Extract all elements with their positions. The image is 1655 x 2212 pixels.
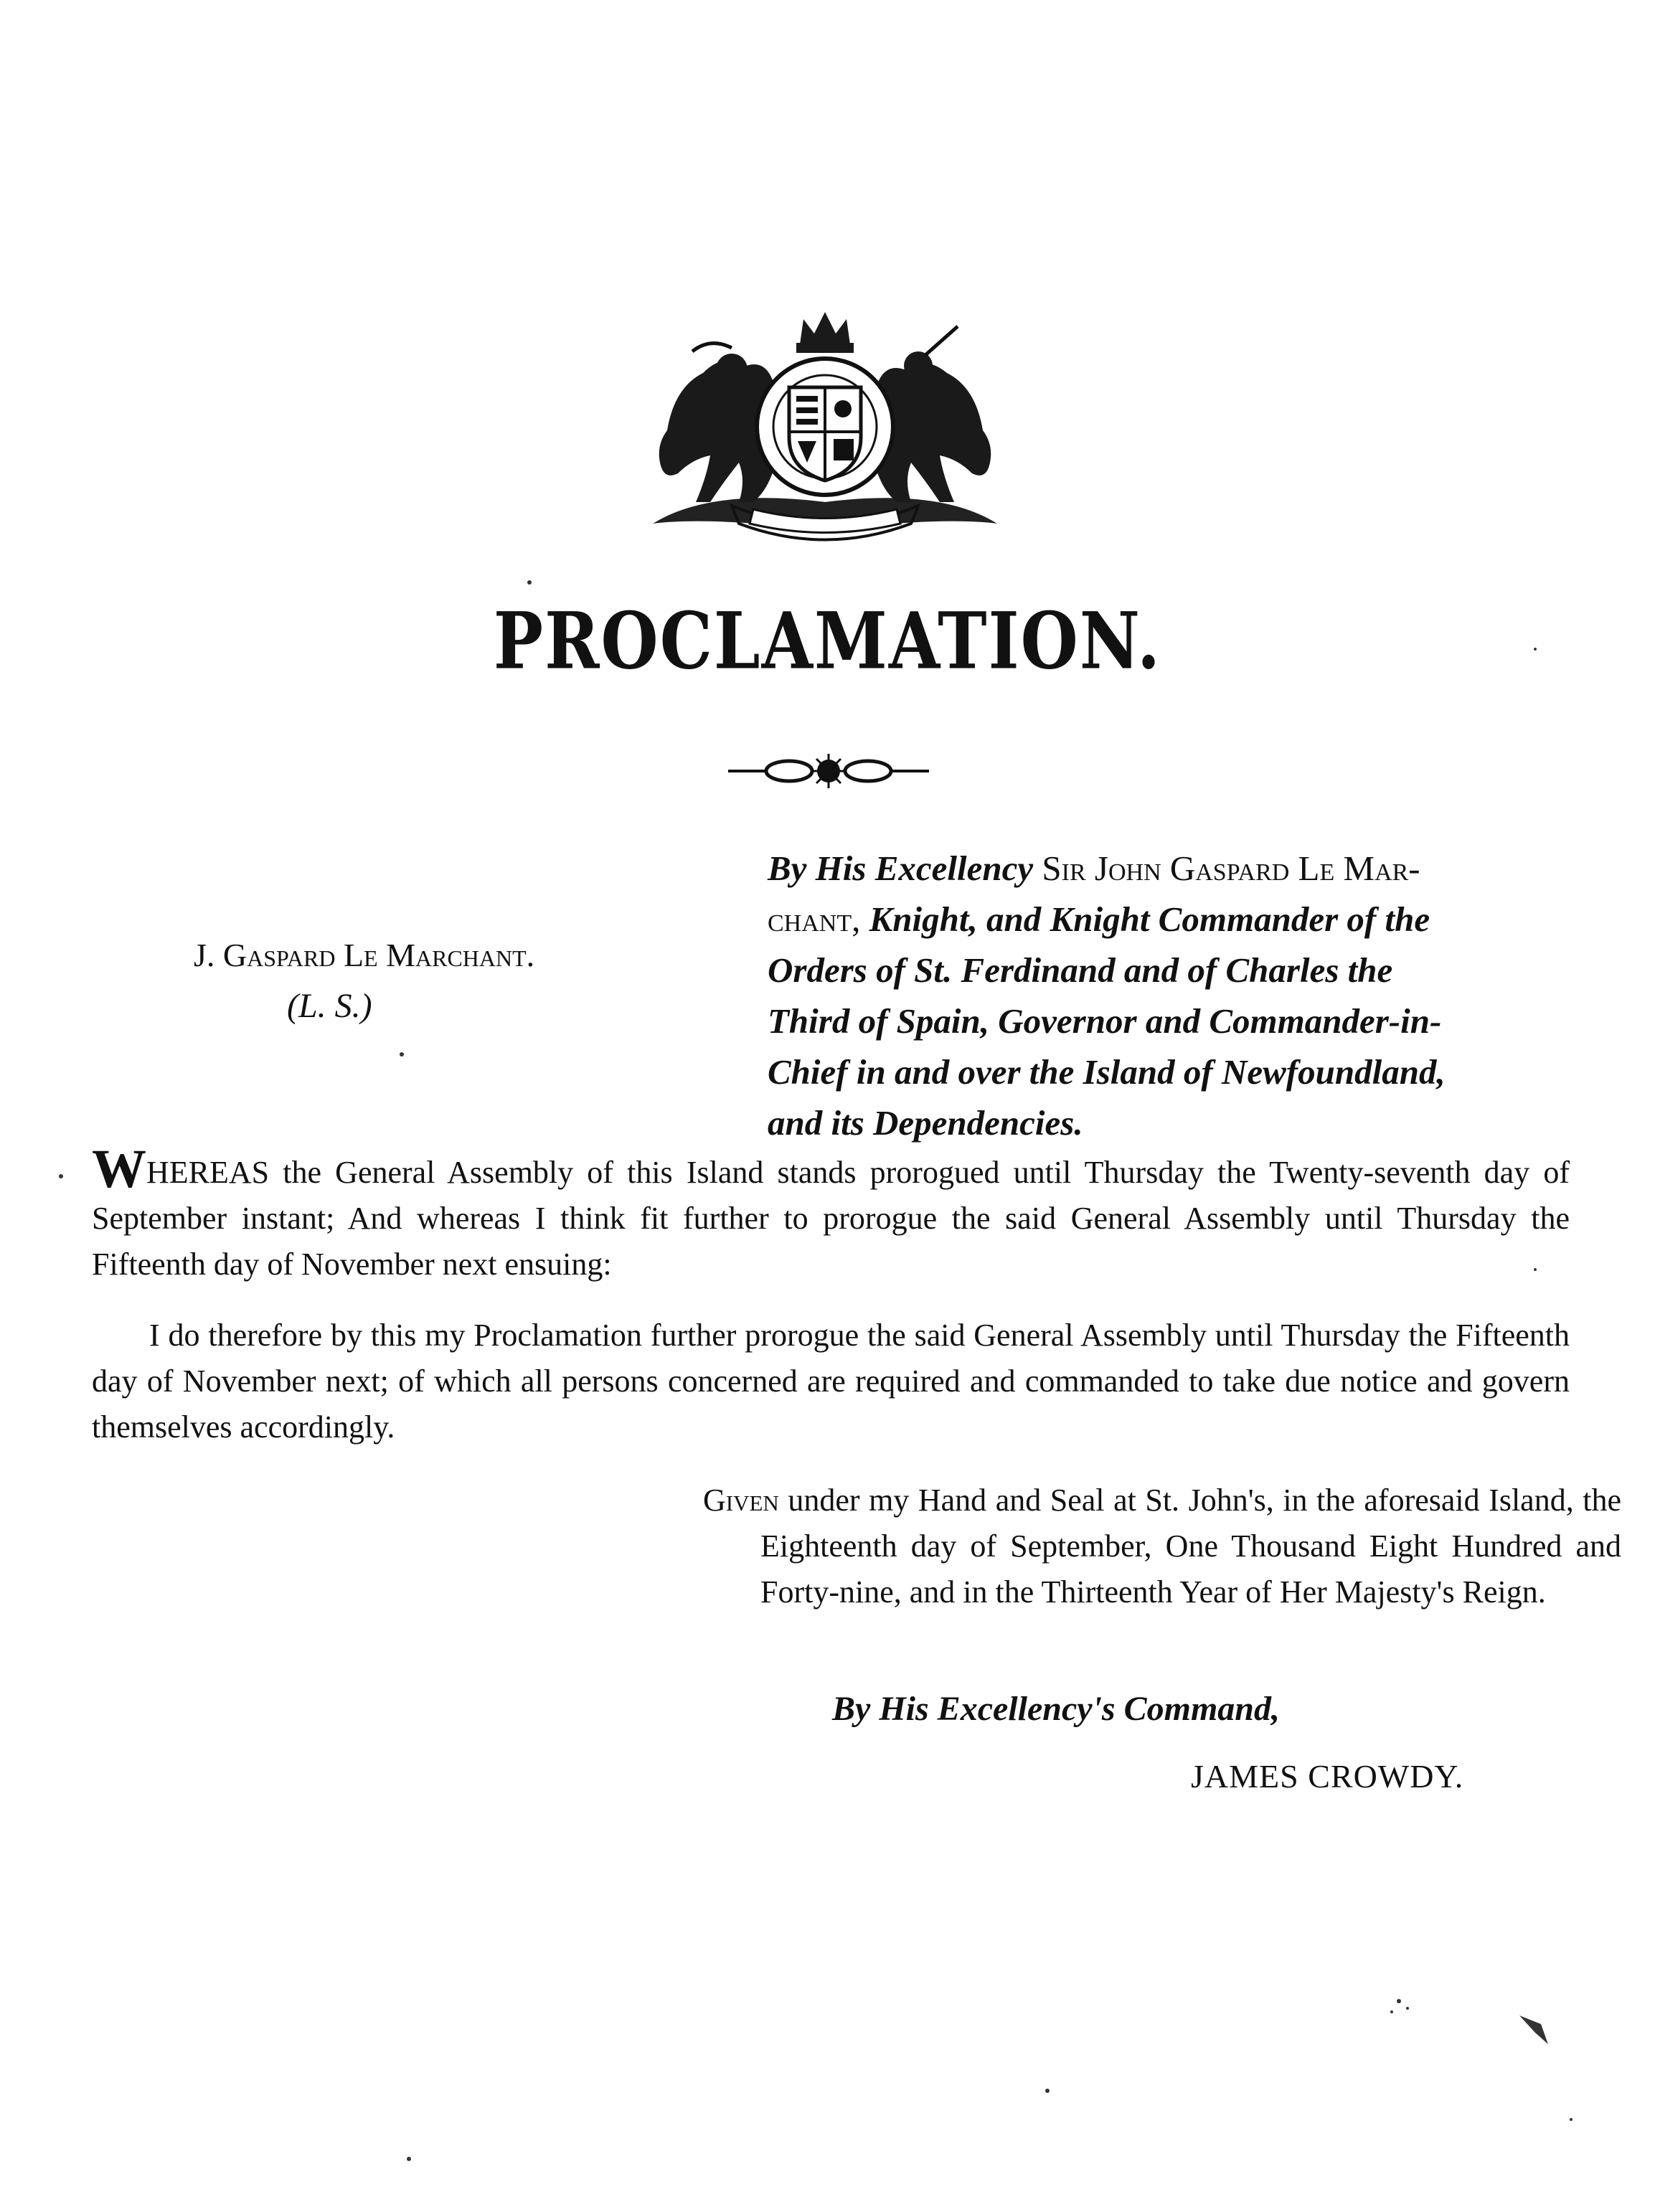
governor-style-block (768, 843, 1571, 1148)
command-line: By His Excellency's Command, (832, 1690, 1280, 1728)
given-text: under my Hand and Seal at St. John's, in the aforesaid Island, the Eighteenth day of September, One Thousand Eight Hundred and Forty-nine, and in the Thirteenth Year of Her Majesty's Reign. (760, 1483, 1621, 1610)
style-line-6: and its Dependencies. (768, 1103, 1083, 1143)
style-line-1 (768, 843, 1571, 894)
royal-coat-of-arms (624, 308, 1026, 545)
prorogue-text: I do therefore by this my Proclamation further prorogue the said General Assembly until Thursday the Fifteenth day of November next; of which all persons concerned are required and commanded to take due notice and govern themselves accordingly. (92, 1318, 1570, 1445)
secretary-signature: JAMES CROWDY. (1191, 1758, 1464, 1795)
seal-mark: (L. S.) (287, 987, 372, 1025)
style-line-4: Third of Spain, Governor and Commander-in- (768, 1001, 1442, 1041)
page-title: PROCLAMATION. (493, 595, 1162, 687)
style-line-1-smallcaps: Sir John Gaspard Le Mar- (1042, 849, 1420, 888)
ornament-divider (725, 750, 933, 793)
whereas-paragraph (92, 1139, 1570, 1287)
style-line-2-italic: Knight, and Knight Commander of the (869, 899, 1430, 939)
given-clause (703, 1478, 1621, 1615)
prorogue-paragraph (92, 1313, 1570, 1450)
style-line-1-italic: By His Excellency (768, 849, 1034, 888)
style-line-5: Chief in and over the Island of Newfoundland, (768, 1052, 1446, 1092)
whereas-text: HEREAS the General Assembly of this Island stands prorogued until Thursday the Twenty-seventh day of September instant; And whereas I think fit further to prorogue the said General Assembly until Thursday the Fifteenth day of November next ensuing: (92, 1155, 1570, 1282)
style-line-2-smallcaps: chant, (768, 899, 861, 939)
signer-name: J. Gaspard Le Marchant. (194, 937, 535, 973)
drop-cap: W (92, 1139, 146, 1199)
given-lead: Given (703, 1483, 779, 1518)
style-line-2 (768, 894, 1571, 945)
style-line-3: Orders of St. Ferdinand and of Charles the (768, 950, 1393, 990)
